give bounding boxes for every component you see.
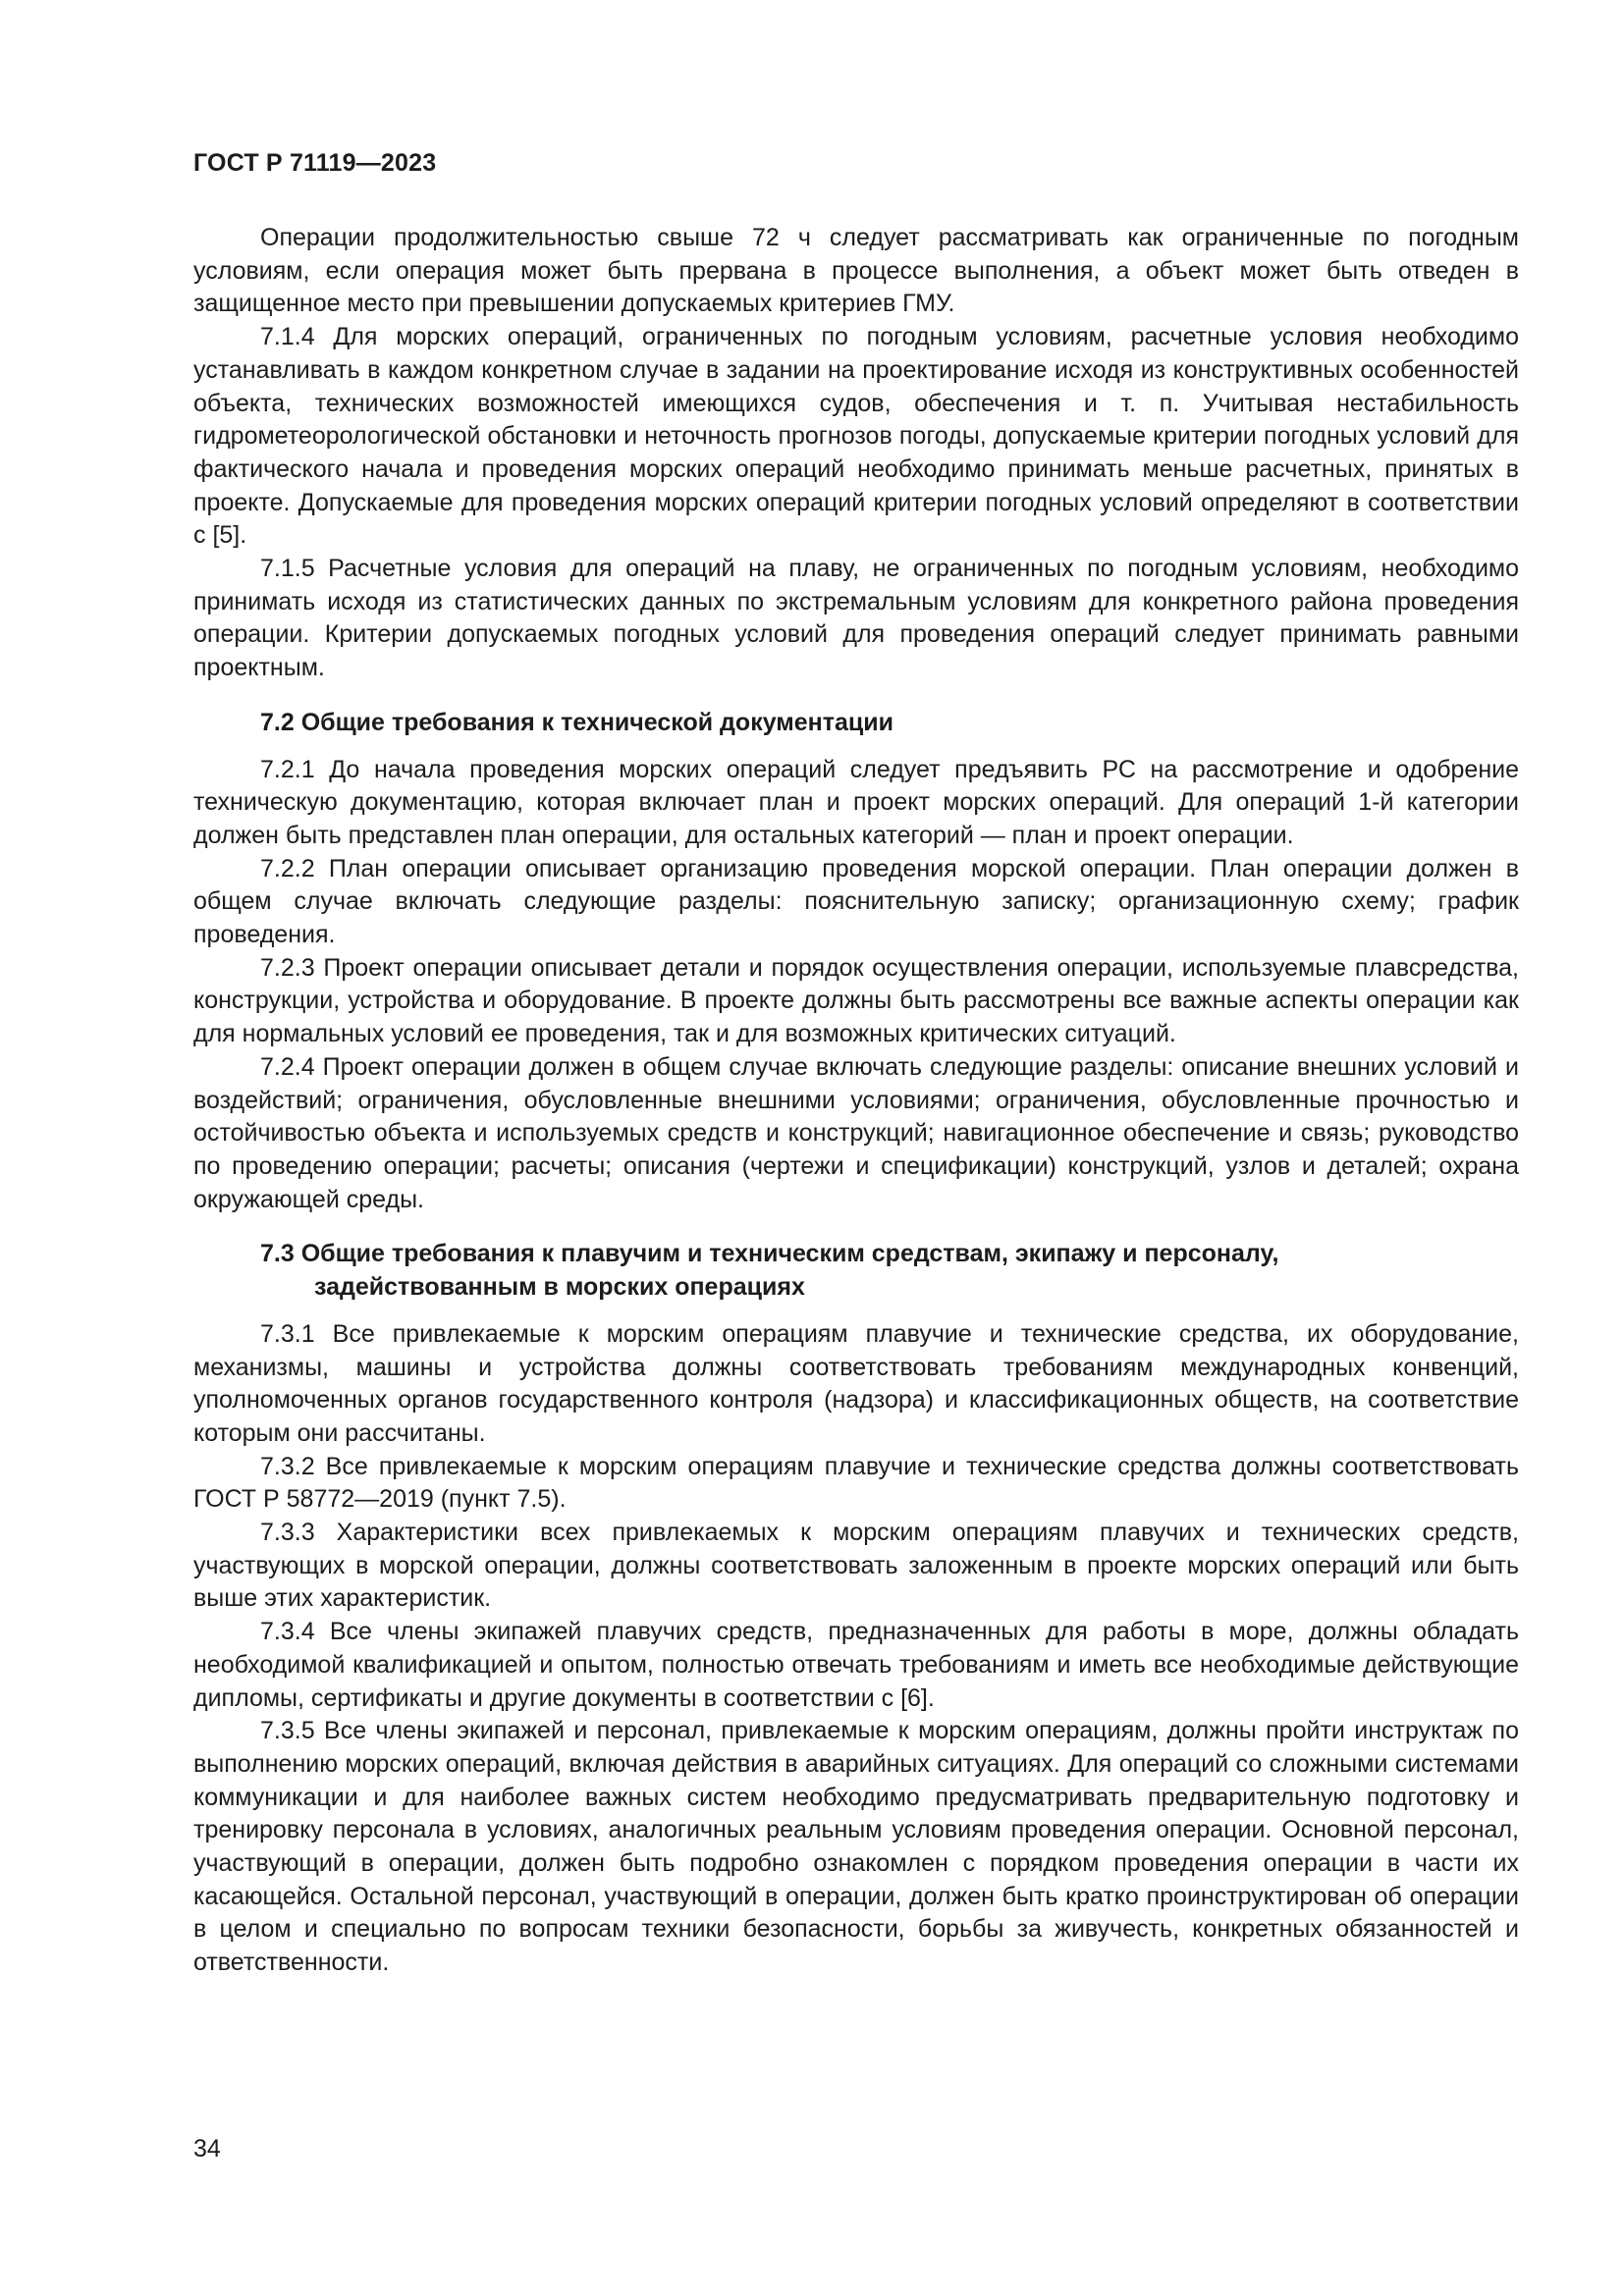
paragraph-7-3-4: 7.3.4 Все члены экипажей плавучих средств, предназначенных для работы в море, должны обладать необходимой квалификацией и опытом, полностью отвечать требованиям и иметь все необходимые действующие дипломы, сертификаты и другие документы в соответствии с [6]. [193,1618,1519,1712]
section-heading-7-3-line2: задействованным в морских операциях [314,1273,805,1302]
page-number: 34 [193,2135,221,2163]
document-body [193,222,1519,1980]
paragraph-7-1-5: 7.1.5 Расчетные условия для операций на плаву, не ограниченных по погодным условиям, необходимо принимать исходя из статистических данных по экстремальным условиям для конкретного района проведения операции. Критерии допускаемых погодных условий для проведения операций следует принимать равными проектным. [193,555,1519,682]
paragraph-7-3-5: 7.3.5 Все члены экипажей и персонал, привлекаемые к морским операциям, должны пройти инструктаж по выполнению морских операций, включая действия в аварийных ситуациях. Для операций со сложными системами коммуникации и для наиболее важных систем необходимо предусматривать предварительную подготовку и тренировку персонала в условиях, аналогичных реальным условиям проведения операции. Основной персонал, участвующий в операции, должен быть подробно ознакомлен с порядком проведения операции в части их касающейся. Остальной персонал, участвующий в операции, должен быть кратко проинструктирован об операции в целом и специально по вопросам техники безопасности, борьбы за живучесть, конкретных обязанностей и ответственности. [193,1717,1519,1977]
standard-header: ГОСТ Р 71119—2023 [193,149,437,177]
section-heading-7-3-line1: 7.3 Общие требования к плавучим и техническим средствам, экипажу и персоналу, [260,1240,1279,1268]
paragraph-7-1-4: 7.1.4 Для морских операций, ограниченных по погодным условиям, расчетные условия необходимо устанавливать в каждом конкретном случае в задании на проектирование исходя из конструктивных особенностей объекта, технических возможностей имеющихся судов, обеспечения и т. п. Учитывая нестабильность гидрометеорологической обстановки и неточность прогнозов погоды, допускаемые критерии погодных условий для фактического начала и проведения морских операций необходимо принимать меньше расчетных, принятых в проекте. Допускаемые для проведения морских операций критерии погодных условий определяют в соответствии с [5]. [193,323,1519,550]
paragraph-7-3-2: 7.3.2 Все привлекаемые к морским операциям плавучие и технические средства должны соответствовать ГОСТ Р 58772—2019 (пункт 7.5). [193,1452,1519,1514]
paragraph-7-2-3: 7.2.3 Проект операции описывает детали и порядок осуществления операции, используемые плавсредства, конструкции, устройства и оборудование. В проекте должны быть рассмотрены все важные аспекты операции как для нормальных условий ее проведения, так и для возможных критических ситуаций. [193,953,1519,1048]
paragraph-7-2-2: 7.2.2 План операции описывает организацию проведения морской операции. План операции должен в общем случае включать следующие разделы: пояснительную записку; организационную схему; график проведения. [193,854,1519,949]
section-heading-7-2-text: 7.2 Общие требования к технической документации [260,708,894,736]
paragraph-7-3-1: 7.3.1 Все привлекаемые к морским операциям плавучие и технические средства, их оборудование, механизмы, машины и устройства должны соответствовать требованиям международных конвенций, уполномоченных органов государственного контроля (надзора) и классификационных обществ, на соответствие которым они рассчитаны. [193,1319,1519,1447]
paragraph-intro: Операции продолжительностью свыше 72 ч следует рассматривать как ограниченные по погодным условиям, если операция может быть прервана в процессе выполнения, а объект может быть отведен в защищенное место при превышении допускаемых критериев ГМУ. [193,224,1519,318]
paragraph-7-3-3: 7.3.3 Характеристики всех привлекаемых к морским операциям плавучих и технических средств, участвующих в морской операции, должны соответствовать заложенным в проекте морских операций или быть выше этих характеристик. [193,1519,1519,1613]
section-heading-7-3 [193,1238,1519,1304]
paragraph-7-2-4: 7.2.4 Проект операции должен в общем случае включать следующие разделы: описание внешних условий и воздействий; ограничения, обусловленные внешними условиями; ограничения, обусловленные прочностью и остойчивостью объекта и используемых средств и конструкций; навигационное обеспечение и связь; руководство по проведению операции; расчеты; описания (чертежи и спецификации) конструкций, узлов и деталей; охрана окружающей среды. [193,1052,1519,1213]
section-heading-7-2 [193,707,1519,740]
paragraph-7-2-1: 7.2.1 До начала проведения морских операций следует предъявить РС на рассмотрение и одобрение техническую документацию, которая включает план и проект морских операций. Для операций 1-й категории должен быть представлен план операции, для остальных категорий — план и проект операции. [193,755,1519,849]
